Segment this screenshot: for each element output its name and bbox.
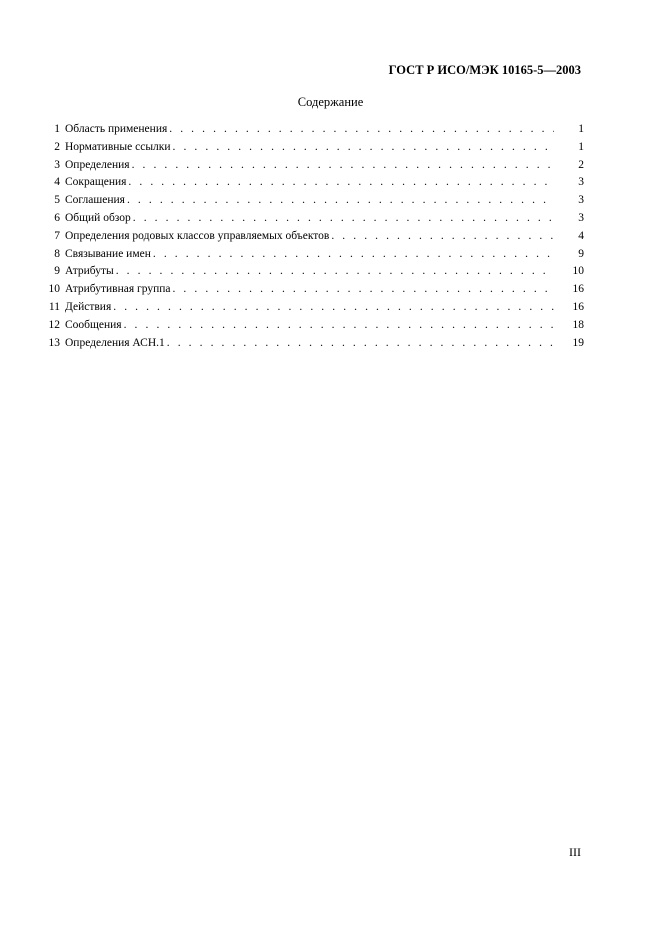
toc-dot-leader [172,281,554,299]
document-header-code: ГОСТ Р ИСО/МЭК 10165-5—2003 [388,63,581,77]
toc-dot-leader [127,192,554,210]
table-of-contents [40,121,584,352]
toc-dot-leader [169,121,554,139]
toc-entry-number: 3 [54,158,60,171]
toc-entry-label: Атрибуты [65,265,114,278]
toc-entry[interactable] [40,192,584,210]
toc-entry[interactable] [40,174,584,192]
toc-dot-leader [124,317,554,335]
toc-entry-label: Сокращения [65,176,127,189]
toc-entry[interactable] [40,281,584,299]
toc-entry-number: 6 [54,211,60,224]
toc-dot-leader [133,210,554,228]
toc-entry[interactable] [40,139,584,157]
toc-entry-page: 16 [572,283,584,296]
toc-entry-label: Соглашения [65,194,125,207]
toc-dot-leader [331,228,554,246]
toc-entry-page: 1 [578,123,584,135]
toc-entry[interactable] [40,121,584,139]
toc-entry-number: 10 [48,283,60,296]
toc-entry-page: 3 [578,211,584,224]
toc-entry-page: 19 [572,336,584,349]
toc-entry[interactable] [40,246,584,264]
toc-entry-label: Нормативные ссылки [65,140,171,153]
toc-dot-leader [116,263,554,281]
toc-entry-page: 16 [572,300,584,313]
toc-entry-number: 8 [54,247,60,260]
toc-title: Содержание [297,95,364,109]
toc-entry-number: 11 [48,300,60,313]
toc-entry-label: Связывание имен [65,247,151,260]
toc-entry-number: 12 [48,318,60,331]
toc-entry-label: Сообщения [65,318,122,331]
toc-entry-number: 4 [54,176,60,189]
toc-entry-page: 4 [578,229,584,242]
toc-entry[interactable] [40,299,584,317]
toc-entry-label: Действия [65,300,112,313]
toc-entry-label: Определения АСН.1 [65,336,165,349]
toc-entry-label: Определения родовых классов управляемых объектов [65,229,330,242]
toc-dot-leader [153,246,554,264]
toc-entry-label: Атрибутивная группа [65,283,171,296]
toc-dot-leader [167,335,554,353]
toc-entry-page: 2 [578,158,584,171]
toc-entry-page: 3 [578,176,584,189]
toc-entry[interactable] [40,317,584,335]
toc-entry-page: 1 [578,140,584,153]
page-number: III [569,845,581,859]
toc-entry-page: 18 [572,318,584,331]
toc-entry-label: Область применения [65,123,168,135]
toc-dot-leader [128,174,554,192]
toc-entry-label: Общий обзор [65,211,131,224]
toc-entry-number: 2 [54,140,60,153]
toc-entry-number: 7 [54,229,60,242]
toc-entry[interactable] [40,335,584,353]
toc-entry-number: 9 [54,265,60,278]
toc-entry-page: 3 [578,194,584,207]
toc-entry-label: Определения [65,158,130,171]
toc-entry-number: 1 [54,123,60,135]
toc-dot-leader [173,139,554,157]
toc-dot-leader [132,157,554,175]
toc-entry[interactable] [40,263,584,281]
toc-dot-leader [113,299,554,317]
toc-entry-page: 10 [572,265,584,278]
toc-entry-page: 9 [578,247,584,260]
toc-entry[interactable] [40,210,584,228]
toc-entry[interactable] [40,228,584,246]
toc-entry-number: 13 [48,336,60,349]
toc-entry[interactable] [40,157,584,175]
toc-entry-number: 5 [54,194,60,207]
